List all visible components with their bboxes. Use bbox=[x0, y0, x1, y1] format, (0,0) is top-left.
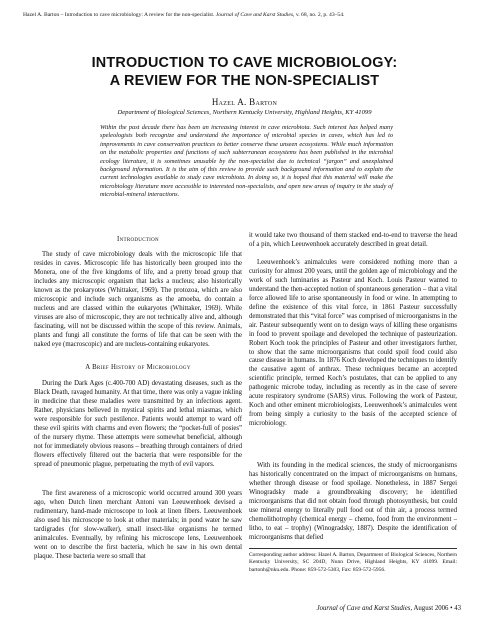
paragraph-introduction: The study of cave microbiology deals with the microscopic life that resides in caves. Microscopic life has historically been grouped into the Monera, one of the five kingdoms of life, and a pretty broad group that includes any microscopic organism that lacks a nucleus; also historically known as the prokaryotes (Whittaker, 1969). The protozoa, which are also microscopic and include such organisms as the amoeba, do contain a nucleus and are classed within the eukaryotes (Whittaker, 1969). While viruses are also of microscopic, they are not technically alive and, although fascinating, will not be discussed within the scope of this review. Animals, plants and fungi all constitute the forms of life that can be seen with the naked eye (macroscopic) and are nucleus-containing eukaryotes. bbox=[34, 251, 242, 348]
author-affiliation: Department of Biological Sciences, Northern Kentucky University, Highland Heights, KY 41099 bbox=[117, 109, 372, 116]
footnote-rule bbox=[249, 548, 457, 549]
paragraph-history-1: During the Dark Ages (c.400-700 AD) devastating diseases, such as the Black Death, ravaged humanity. At that time, there was only a vague inkling in medicine that these maladies were transmitted by an infectious agent. Rather, physicians believed in mystical spirits and lethal miasmas, which were responsible for such pestilence. Patients would attempt to ward off these evil spirits with charms and even flowers; the “pocket-full of posies” of the nursery rhyme. These attempts were somewhat beneficial, although not for immediately obvious reasons – breathing through containers of dried flowers effectively filtered out the bacteria that were responsible for the spread of pneumonic plague, perpetuating the myth of evil vapors. bbox=[34, 380, 242, 468]
running-head-volume: v. 68, no. 2, p. 43–54. bbox=[295, 12, 345, 18]
correspondence-note: Corresponding author address: Hazel A. Barton, Department of Biological Sciences, Northern Kentucky University, SC 204D, Nunn Drive, Highland Heights, KY 41099. Email: bartonh@nku.edu. Phone: 859-572-5303, Fax: 859-572-5956. bbox=[249, 552, 457, 573]
running-head-authors: Hazel A. Barton – Introduction to cave microbiology: A review for the non-specialist. bbox=[23, 12, 215, 18]
paragraph-history-2: The first awareness of a microscopic world occurred around 300 years ago, when Dutch linen merchant Antoni van Leeuwenhoek devised a rudimentary, hand-made microscope to look at linen fibers. Leeuwenhoek also used his microscope to look at other materials; in pond water he saw tardigrades (for slow-walker), small insect-like organisms he termed animalcules. Eventually, by refining his microscope lens, Leeuwenhoek went on to describe the first bacteria, which he saw in his own dental plaque. These bacteria were so small that bbox=[34, 490, 242, 560]
abstract: Within the past decade there has been an increasing interest in cave microbiota. Such interest has helped many speleologists both recognize and understand the importance of microbial species in caves, which has led to improvements in cave conservation practices to better conserve these unseen ecosystems. While much information on the metabolic properties and functions of such subterranean ecosystems has been published in the microbial ecology literature, it is sometimes unusable by the non-specialist due to technical “jargon” and unexplained background information. It is the aim of this review to provide such background information and to explain the current technologies available to study cave microbiota. In doing so, it is hoped that this material will make the microbiology literature more accessible to interested non-specialists, and open new areas of inquiry in the study of microbial-mineral interactions. bbox=[100, 124, 393, 199]
paper-title-line-2: A REVIEW FOR THE NON-SPECIALIST bbox=[109, 73, 380, 89]
page-footer bbox=[317, 605, 461, 612]
paper-title-line-1: INTRODUCTION TO CAVE MICROBIOLOGY: bbox=[91, 55, 398, 71]
paragraph-right-1: it would take two thousand of them stacked end-to-end to traverse the head of a pin, which Leeuwenhoek accurately described in great detail. bbox=[249, 232, 457, 248]
section-heading-history: A Brief History of Microbiology bbox=[85, 364, 191, 371]
paragraph-right-2: Leeuwenhoek’s animalcules were considered nothing more than a curiosity for almost 200 years, until the golden age of microbiology and the work of such luminaries as Pasteur and Koch. Louis Pasteur wanted to understand the then-accepted notion of spontaneous generation – that a vital force allowed life to arise spontaneously in food or wine. In attempting to define the existence of this vital force, in 1861 Pasteur successfully demonstrated that this “vital force” was comprised of microorganisms in the air. Pasteur subsequently went on to design ways of killing these organisms in food to prevent spoilage and developed the technique of pasteurization. Robert Koch took the principles of Pasteur and other investigators further, to show that the same microorganisms that could spoil food could also cause disease in humans. In 1876 Koch developed the techniques to identify the causative agent of anthrax. These techniques became an accepted scientific principle, termed Koch’s postulates, that can be applied to any pathogenic microbe today, including as recently as in the case of severe acute respiratory syndrome (SARS) virus. Following the work of Pasteur, Koch and other eminent microbiologists, Leeuwenhoek’s animalcules went from being simply a curiosity to the basis of the accepted science of microbiology. bbox=[249, 259, 457, 428]
paragraph-right-3: With its founding in the medical sciences, the study of microorganisms has historically concentrated on the impact of microorganisms on humans, whether through disease or food spoilage. Nonetheless, in 1887 Sergei Winogradsky made a groundbreaking discovery; he identified microorganisms that did not obtain food through photosynthesis, but could use mineral energy to literally pull food out of thin air, a process termed chemolithotrophy (chemical energy – chemo, food from the environment – litho, to eat – trophy) (Winogradsky, 1887). Despite the identification of microorganisms that defied bbox=[249, 462, 457, 541]
running-head bbox=[23, 12, 468, 19]
author-name: Hazel A. Barton bbox=[211, 97, 278, 107]
footer-issue-page: August 2006 • 43 bbox=[413, 605, 461, 612]
section-heading-introduction: Introduction bbox=[117, 236, 159, 243]
footer-journal: Journal of Cave and Karst Studies, bbox=[316, 605, 413, 612]
running-head-journal: Journal of Cave and Karst Studies, bbox=[215, 12, 295, 18]
